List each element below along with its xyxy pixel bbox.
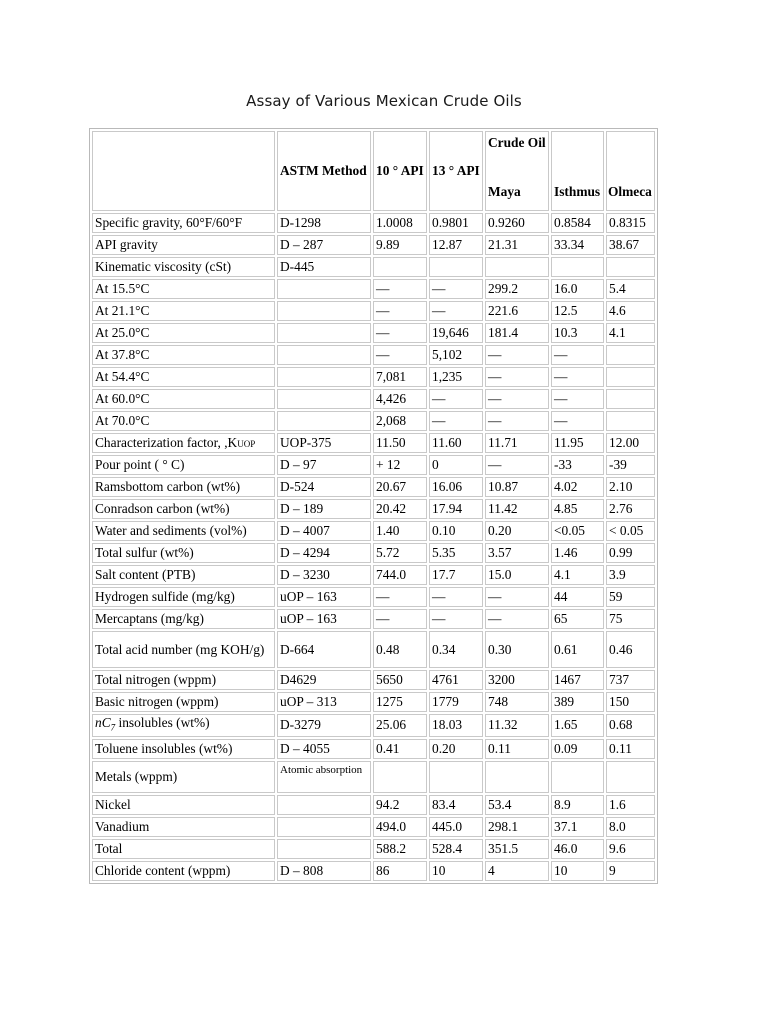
- api13-cell: 5.35: [429, 543, 483, 563]
- olmeca-cell: 150: [606, 692, 655, 712]
- maya-cell: 53.4: [485, 795, 549, 815]
- method-cell: D – 189: [277, 499, 371, 519]
- table-row: [92, 761, 655, 793]
- method-cell: [277, 301, 371, 321]
- api10-cell: [373, 761, 427, 793]
- method-cell: UOP-375: [277, 433, 371, 453]
- olmeca-cell: 0.99: [606, 543, 655, 563]
- header-cell-blank: [92, 131, 275, 211]
- maya-cell: 0.20: [485, 521, 549, 541]
- api13-cell: 10: [429, 861, 483, 881]
- maya-cell: 0.9260: [485, 213, 549, 233]
- property-cell: Pour point ( ° C): [92, 455, 275, 475]
- isthmus-cell: 33.34: [551, 235, 604, 255]
- isthmus-cell: 11.95: [551, 433, 604, 453]
- api10-cell: 0.48: [373, 631, 427, 668]
- maya-cell: [485, 257, 549, 277]
- property-cell: At 54.4°C: [92, 367, 275, 387]
- olmeca-cell: < 0.05: [606, 521, 655, 541]
- api10-cell: —: [373, 587, 427, 607]
- method-cell: D – 97: [277, 455, 371, 475]
- maya-cell: 748: [485, 692, 549, 712]
- method-cell: [277, 279, 371, 299]
- api10-cell: 5650: [373, 670, 427, 690]
- maya-cell: 3200: [485, 670, 549, 690]
- api10-cell: 744.0: [373, 565, 427, 585]
- table-row: [92, 499, 655, 519]
- isthmus-cell: 4.85: [551, 499, 604, 519]
- isthmus-cell: 0.61: [551, 631, 604, 668]
- olmeca-cell: 737: [606, 670, 655, 690]
- method-cell: D4629: [277, 670, 371, 690]
- api10-cell: 7,081: [373, 367, 427, 387]
- table-row: [92, 521, 655, 541]
- api10-cell: 11.50: [373, 433, 427, 453]
- api10-cell: 0.41: [373, 739, 427, 759]
- api10-cell: —: [373, 345, 427, 365]
- api13-cell: —: [429, 609, 483, 629]
- api13-cell: 19,646: [429, 323, 483, 343]
- table-row: [92, 257, 655, 277]
- property-cell: Total: [92, 839, 275, 859]
- maya-cell: —: [485, 587, 549, 607]
- table-row: [92, 670, 655, 690]
- method-cell: D-664: [277, 631, 371, 668]
- olmeca-cell: 0.11: [606, 739, 655, 759]
- api10-cell: —: [373, 279, 427, 299]
- isthmus-cell: 10.3: [551, 323, 604, 343]
- maya-cell: 0.11: [485, 739, 549, 759]
- table-row: [92, 587, 655, 607]
- olmeca-cell: 59: [606, 587, 655, 607]
- olmeca-cell: [606, 367, 655, 387]
- property-cell: Water and sediments (vol%): [92, 521, 275, 541]
- isthmus-cell: 1.65: [551, 714, 604, 737]
- isthmus-cell: 1467: [551, 670, 604, 690]
- property-cell: At 15.5°C: [92, 279, 275, 299]
- method-cell: uOP – 163: [277, 609, 371, 629]
- property-cell: Specific gravity, 60°F/60°F: [92, 213, 275, 233]
- api13-cell: 445.0: [429, 817, 483, 837]
- api10-cell: 25.06: [373, 714, 427, 737]
- olmeca-cell: [606, 345, 655, 365]
- api13-cell: 11.60: [429, 433, 483, 453]
- olmeca-cell: [606, 257, 655, 277]
- header-maya: [485, 131, 549, 211]
- property-cell: At 37.8°C: [92, 345, 275, 365]
- api13-cell: 0: [429, 455, 483, 475]
- table-row: [92, 367, 655, 387]
- page-title: Assay of Various Mexican Crude Oils: [246, 92, 522, 110]
- api13-cell: 18.03: [429, 714, 483, 737]
- isthmus-cell: [551, 257, 604, 277]
- isthmus-cell: 0.09: [551, 739, 604, 759]
- isthmus-cell: 4.1: [551, 565, 604, 585]
- olmeca-cell: [606, 389, 655, 409]
- property-cell: [92, 714, 275, 737]
- table-row: [92, 609, 655, 629]
- table-row: [92, 565, 655, 585]
- method-cell: D – 4055: [277, 739, 371, 759]
- isthmus-cell: 65: [551, 609, 604, 629]
- table-row: [92, 839, 655, 859]
- property-cell: Toluene insolubles (wt%): [92, 739, 275, 759]
- table-row: [92, 411, 655, 431]
- property-label: insolubles (wt%): [115, 715, 210, 730]
- api13-cell: 16.06: [429, 477, 483, 497]
- api10-cell: —: [373, 301, 427, 321]
- property-cell: Ramsbottom carbon (wt%): [92, 477, 275, 497]
- table-row: [92, 477, 655, 497]
- property-subscript: UOP: [237, 438, 256, 449]
- property-cell: At 25.0°C: [92, 323, 275, 343]
- property-cell: Basic nitrogen (wppm): [92, 692, 275, 712]
- olmeca-cell: 2.76: [606, 499, 655, 519]
- method-cell: [277, 817, 371, 837]
- api10-cell: 94.2: [373, 795, 427, 815]
- maya-cell: —: [485, 367, 549, 387]
- property-cell: Conradson carbon (wt%): [92, 499, 275, 519]
- isthmus-cell: 0.8584: [551, 213, 604, 233]
- property-cell: Nickel: [92, 795, 275, 815]
- property-cell: Kinematic viscosity (cSt): [92, 257, 275, 277]
- maya-cell: 221.6: [485, 301, 549, 321]
- method-cell: D – 4294: [277, 543, 371, 563]
- api13-cell: 1,235: [429, 367, 483, 387]
- maya-cell: 10.87: [485, 477, 549, 497]
- table-row: [92, 795, 655, 815]
- method-cell: [277, 389, 371, 409]
- isthmus-cell: 16.0: [551, 279, 604, 299]
- maya-cell: 11.32: [485, 714, 549, 737]
- method-cell: D – 4007: [277, 521, 371, 541]
- property-cell: [92, 433, 275, 453]
- api10-cell: 1.0008: [373, 213, 427, 233]
- api13-cell: —: [429, 587, 483, 607]
- header-maya-label: Maya: [488, 184, 521, 199]
- api13-cell: —: [429, 279, 483, 299]
- header-isthmus: [551, 131, 604, 211]
- maya-cell: 4: [485, 861, 549, 881]
- table-row: [92, 213, 655, 233]
- api13-cell: 528.4: [429, 839, 483, 859]
- table-row: [92, 543, 655, 563]
- api10-cell: —: [373, 609, 427, 629]
- table-row: [92, 389, 655, 409]
- api10-cell: 4,426: [373, 389, 427, 409]
- api13-cell: 0.10: [429, 521, 483, 541]
- api10-cell: [373, 257, 427, 277]
- olmeca-cell: 0.8315: [606, 213, 655, 233]
- method-cell: [277, 345, 371, 365]
- olmeca-cell: 0.46: [606, 631, 655, 668]
- api13-cell: 0.20: [429, 739, 483, 759]
- header-isthmus-label: Isthmus: [554, 184, 601, 199]
- property-label-italic: nC: [95, 715, 111, 730]
- header-13-api: 13 ° API: [429, 131, 483, 211]
- maya-cell: —: [485, 411, 549, 431]
- api10-cell: + 12: [373, 455, 427, 475]
- api13-cell: 0.9801: [429, 213, 483, 233]
- table-row: [92, 235, 655, 255]
- table-row: [92, 301, 655, 321]
- maya-cell: 299.2: [485, 279, 549, 299]
- table-row: [92, 279, 655, 299]
- property-cell: Mercaptans (mg/kg): [92, 609, 275, 629]
- table-row: [92, 345, 655, 365]
- method-cell: D-1298: [277, 213, 371, 233]
- property-cell: Hydrogen sulfide (mg/kg): [92, 587, 275, 607]
- maya-cell: 3.57: [485, 543, 549, 563]
- method-cell: [277, 795, 371, 815]
- assay-table: [89, 128, 658, 884]
- api13-cell: —: [429, 411, 483, 431]
- olmeca-cell: 3.9: [606, 565, 655, 585]
- api10-cell: —: [373, 323, 427, 343]
- maya-cell: —: [485, 455, 549, 475]
- api13-cell: 4761: [429, 670, 483, 690]
- olmeca-cell: 5.4: [606, 279, 655, 299]
- api13-cell: [429, 761, 483, 793]
- maya-cell: —: [485, 609, 549, 629]
- olmeca-cell: 12.00: [606, 433, 655, 453]
- table-row: [92, 631, 655, 668]
- olmeca-cell: 1.6: [606, 795, 655, 815]
- api10-cell: 1275: [373, 692, 427, 712]
- maya-cell: [485, 761, 549, 793]
- property-cell: Chloride content (wppm): [92, 861, 275, 881]
- api13-cell: [429, 257, 483, 277]
- isthmus-cell: —: [551, 389, 604, 409]
- maya-cell: 11.71: [485, 433, 549, 453]
- table-row: [92, 433, 655, 453]
- maya-cell: 0.30: [485, 631, 549, 668]
- api10-cell: 588.2: [373, 839, 427, 859]
- method-cell: D-3279: [277, 714, 371, 737]
- header-olmeca-label: Olmeca: [608, 184, 652, 199]
- method-cell: uOP – 313: [277, 692, 371, 712]
- api13-cell: —: [429, 301, 483, 321]
- maya-cell: —: [485, 345, 549, 365]
- method-cell: D – 3230: [277, 565, 371, 585]
- maya-cell: 21.31: [485, 235, 549, 255]
- property-cell: Vanadium: [92, 817, 275, 837]
- isthmus-cell: 12.5: [551, 301, 604, 321]
- maya-cell: 11.42: [485, 499, 549, 519]
- olmeca-cell: [606, 761, 655, 793]
- isthmus-cell: <0.05: [551, 521, 604, 541]
- method-cell: D-445: [277, 257, 371, 277]
- api10-cell: 9.89: [373, 235, 427, 255]
- api13-cell: 17.7: [429, 565, 483, 585]
- method-cell: [277, 367, 371, 387]
- api10-cell: 5.72: [373, 543, 427, 563]
- api10-cell: 20.67: [373, 477, 427, 497]
- isthmus-cell: 389: [551, 692, 604, 712]
- property-subscript: 7: [110, 722, 116, 733]
- olmeca-cell: 2.10: [606, 477, 655, 497]
- olmeca-cell: [606, 411, 655, 431]
- olmeca-cell: 0.68: [606, 714, 655, 737]
- method-cell: uOP – 163: [277, 587, 371, 607]
- olmeca-cell: 4.1: [606, 323, 655, 343]
- isthmus-cell: -33: [551, 455, 604, 475]
- isthmus-cell: 10: [551, 861, 604, 881]
- api10-cell: 86: [373, 861, 427, 881]
- isthmus-cell: [551, 761, 604, 793]
- property-cell: Total acid number (mg KOH/g): [92, 631, 275, 668]
- api10-cell: 494.0: [373, 817, 427, 837]
- api13-cell: 5,102: [429, 345, 483, 365]
- api10-cell: 20.42: [373, 499, 427, 519]
- table-row: [92, 817, 655, 837]
- property-cell: API gravity: [92, 235, 275, 255]
- olmeca-cell: 9: [606, 861, 655, 881]
- maya-cell: 298.1: [485, 817, 549, 837]
- olmeca-cell: 38.67: [606, 235, 655, 255]
- isthmus-cell: —: [551, 345, 604, 365]
- maya-cell: 351.5: [485, 839, 549, 859]
- header-row: [92, 131, 655, 211]
- header-10-api: 10 ° API: [373, 131, 427, 211]
- isthmus-cell: —: [551, 411, 604, 431]
- api13-cell: —: [429, 389, 483, 409]
- header-crude-oil: Crude Oil: [488, 135, 546, 150]
- table-row: [92, 323, 655, 343]
- method-cell: [277, 839, 371, 859]
- property-cell: Metals (wppm): [92, 761, 275, 793]
- method-cell: Atomic absorption: [277, 761, 371, 793]
- property-cell: At 70.0°C: [92, 411, 275, 431]
- olmeca-cell: -39: [606, 455, 655, 475]
- maya-cell: 181.4: [485, 323, 549, 343]
- isthmus-cell: 8.9: [551, 795, 604, 815]
- method-cell: [277, 323, 371, 343]
- method-cell: D – 287: [277, 235, 371, 255]
- property-cell: Total nitrogen (wppm): [92, 670, 275, 690]
- property-cell: At 60.0°C: [92, 389, 275, 409]
- table-row: [92, 861, 655, 881]
- table-row: [92, 455, 655, 475]
- table-row: [92, 739, 655, 759]
- table-row: [92, 692, 655, 712]
- olmeca-cell: 75: [606, 609, 655, 629]
- api13-cell: 1779: [429, 692, 483, 712]
- isthmus-cell: 46.0: [551, 839, 604, 859]
- api13-cell: 83.4: [429, 795, 483, 815]
- property-cell: Total sulfur (wt%): [92, 543, 275, 563]
- header-astm-method: ASTM Method: [277, 131, 371, 211]
- method-cell: [277, 411, 371, 431]
- property-label: Characterization factor, ,K: [95, 434, 238, 450]
- api10-cell: 1.40: [373, 521, 427, 541]
- header-olmeca: [606, 131, 655, 211]
- api13-cell: 12.87: [429, 235, 483, 255]
- olmeca-cell: 9.6: [606, 839, 655, 859]
- property-cell: At 21.1°C: [92, 301, 275, 321]
- isthmus-cell: 37.1: [551, 817, 604, 837]
- isthmus-cell: 44: [551, 587, 604, 607]
- table-row: [92, 714, 655, 737]
- maya-cell: —: [485, 389, 549, 409]
- isthmus-cell: —: [551, 367, 604, 387]
- property-cell: Salt content (PTB): [92, 565, 275, 585]
- api13-cell: 0.34: [429, 631, 483, 668]
- isthmus-cell: 1.46: [551, 543, 604, 563]
- method-cell: D-524: [277, 477, 371, 497]
- api13-cell: 17.94: [429, 499, 483, 519]
- method-cell: D – 808: [277, 861, 371, 881]
- maya-cell: 15.0: [485, 565, 549, 585]
- api10-cell: 2,068: [373, 411, 427, 431]
- olmeca-cell: 4.6: [606, 301, 655, 321]
- isthmus-cell: 4.02: [551, 477, 604, 497]
- olmeca-cell: 8.0: [606, 817, 655, 837]
